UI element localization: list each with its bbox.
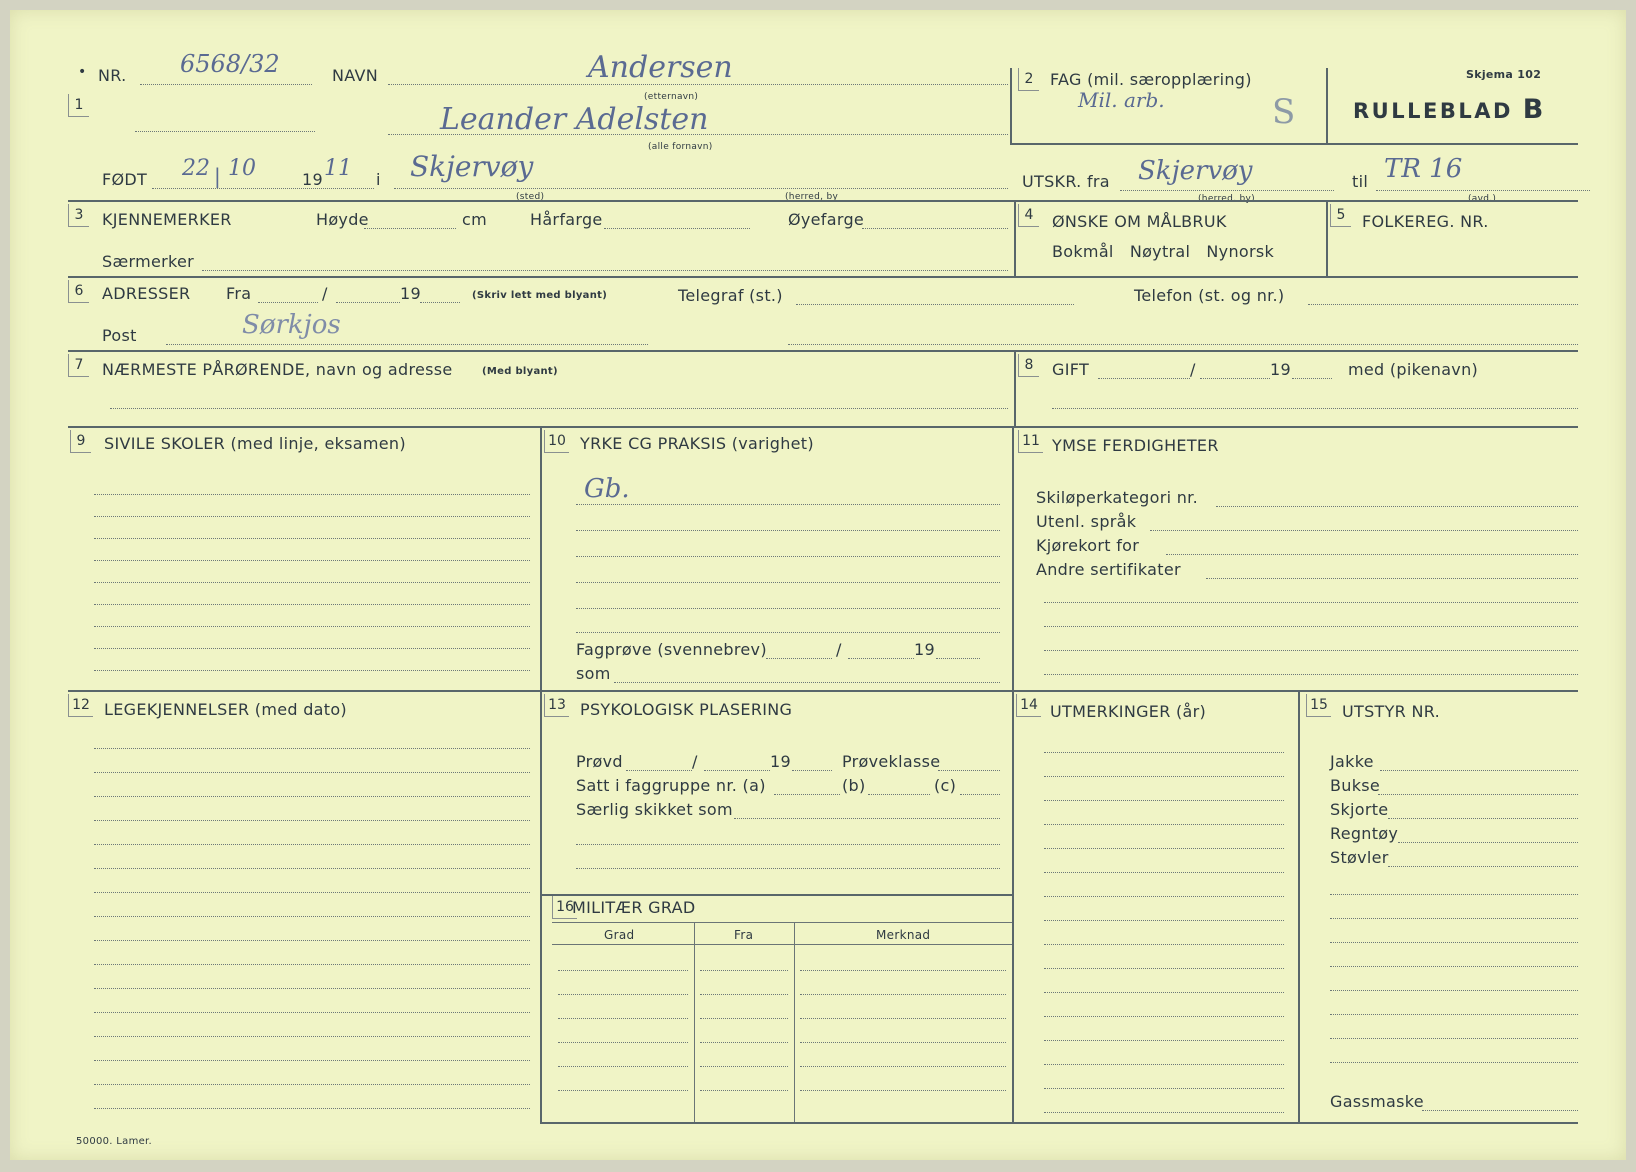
nr-label: NR.	[98, 66, 127, 85]
s12-line-1	[94, 748, 530, 749]
fagprove-line-1	[766, 658, 832, 659]
section-4-number: 4	[1018, 204, 1039, 227]
harfarge-line	[604, 228, 750, 229]
s12-line-6	[94, 868, 530, 869]
fodt-label: FØDT	[102, 170, 148, 189]
saermerker-label: Særmerker	[102, 252, 194, 271]
s10-line-1	[576, 504, 1000, 505]
s16-r4c1	[558, 1042, 688, 1043]
post-line-right	[788, 344, 1578, 345]
rule-416	[68, 426, 1578, 428]
adresser-note: (Skriv lett med blyant)	[472, 290, 608, 301]
utstyr-dot-1	[1378, 794, 1578, 795]
rule-266	[68, 276, 1578, 278]
utskr-label: UTSKR. fra	[1022, 172, 1110, 191]
ymse-label: YMSE FERDIGHETER	[1052, 436, 1219, 455]
s12-line-10	[94, 964, 530, 965]
rule-680	[68, 690, 1578, 692]
utmerkinger-label: UTMERKINGER (år)	[1050, 702, 1207, 721]
s16-top-rule	[552, 922, 1012, 923]
navn-label: NAVN	[332, 66, 379, 85]
section-5-number: 5	[1330, 204, 1351, 227]
section-9-number: 9	[70, 430, 91, 453]
post-value: Sørkjos	[242, 310, 341, 340]
ymse-dot-1	[1150, 530, 1578, 531]
ymse-dot-4	[1044, 602, 1578, 603]
saerlig-line	[734, 818, 1000, 819]
malbruk-label: ØNSKE OM MÅLBRUK	[1052, 212, 1227, 231]
s10-line-5	[576, 608, 1000, 609]
satt-line-c	[960, 794, 1000, 795]
s14-line-9	[1044, 944, 1284, 945]
s16-col-divider-2	[794, 922, 795, 1122]
vdiv-left-col	[540, 426, 542, 1122]
gift-line-3	[1292, 378, 1332, 379]
nr-value: 6568/32	[180, 50, 280, 78]
s16-r5c1	[558, 1066, 688, 1067]
proveklasse-line	[938, 770, 1000, 771]
s16-r6c1	[558, 1090, 688, 1091]
satt-c: (c)	[934, 776, 957, 795]
nr-line	[140, 84, 312, 85]
form-title-text: RULLEBLAD	[1353, 99, 1513, 123]
s16-r5c2	[700, 1066, 788, 1067]
s16-r1c2	[700, 970, 788, 971]
fag-bottom-line	[1010, 143, 1326, 145]
s10-line-6	[576, 632, 1000, 633]
s14-line-14	[1044, 1064, 1284, 1065]
s14-line-8	[1044, 920, 1284, 921]
col-fra: Fra	[734, 928, 754, 942]
s16-r4c2	[700, 1042, 788, 1043]
section-7-number: 7	[68, 354, 89, 377]
divider-fag-right	[1326, 68, 1328, 144]
s14-line-3	[1044, 800, 1284, 801]
s16-r3c2	[700, 1018, 788, 1019]
oyefarge-line	[862, 228, 1008, 229]
utstyr-item-2: Skjorte	[1330, 800, 1389, 819]
psykologisk-label: PSYKOLOGISK PLASERING	[580, 700, 793, 719]
utstyr-line-6	[1330, 918, 1578, 919]
utstyr-line-9	[1330, 990, 1578, 991]
vdiv-mid-col	[1012, 426, 1014, 1122]
ymse-line-1: Utenl. språk	[1036, 512, 1137, 531]
telegraf-label: Telegraf (st.)	[678, 286, 783, 305]
til-line	[1376, 190, 1590, 191]
s16-r2c3	[800, 994, 1006, 995]
s12-line-12	[94, 1012, 530, 1013]
s12-line-3	[94, 796, 530, 797]
vdiv-14-15	[1298, 690, 1300, 1122]
adresser-fra-line	[258, 302, 318, 303]
gift-line-4	[1052, 408, 1578, 409]
section-11-number: 11	[1018, 430, 1043, 453]
ymse-dot-7	[1044, 674, 1578, 675]
s16-col-divider-1	[694, 922, 695, 1122]
ymse-dot-0	[1216, 506, 1578, 507]
s14-line-5	[1044, 848, 1284, 849]
yrke-label: YRKE CG PRAKSIS (varighet)	[580, 434, 814, 453]
form-title	[1353, 94, 1546, 125]
utstyr-dot-0	[1380, 770, 1578, 771]
s16-r2c2	[700, 994, 788, 995]
s14-line-15	[1044, 1088, 1284, 1089]
etternavn-value: Andersen	[588, 50, 733, 85]
gassmaske-line	[1422, 1110, 1578, 1111]
provd-line-2	[704, 770, 770, 771]
s16-r1c1	[558, 970, 688, 971]
fodt-day: 22	[182, 156, 210, 181]
satt-label: Satt i faggruppe nr. (a)	[576, 776, 766, 795]
rule-340	[68, 350, 1578, 352]
col-merknad: Merknad	[876, 928, 931, 942]
s14-line-11	[1044, 992, 1284, 993]
fag-value: Mil. arb.	[1078, 88, 1165, 112]
s9-line-7	[94, 626, 530, 627]
adresser-label: ADRESSER	[102, 284, 191, 303]
utstyr-line-10	[1330, 1014, 1578, 1015]
utstyr-dot-2	[1388, 818, 1578, 819]
s16-r5c3	[800, 1066, 1006, 1067]
section-12-number: 12	[68, 694, 93, 717]
sivile-skoler-label: SIVILE SKOLER (med linje, eksamen)	[104, 434, 406, 453]
ymse-dot-6	[1044, 650, 1578, 651]
s12-line-14	[94, 1060, 530, 1061]
gift-label: GIFT	[1052, 360, 1090, 379]
divider-fag-left	[1010, 68, 1012, 144]
utstyr-dot-4	[1388, 866, 1578, 867]
rule-190	[68, 200, 1578, 202]
s13-line-1	[576, 844, 1000, 845]
fornavn-value: Leander Adelsten	[440, 102, 709, 137]
fornavn-hint: (alle fornavn)	[648, 142, 713, 152]
fagprove-19: 19	[914, 640, 935, 659]
s16-r4c3	[800, 1042, 1006, 1043]
proveklasse-label: Prøveklasse	[842, 752, 941, 771]
s14-line-7	[1044, 896, 1284, 897]
section-10-number: 10	[544, 430, 569, 453]
parorende-note: (Med blyant)	[482, 366, 558, 377]
telefon-line	[1308, 304, 1578, 305]
vdiv-3-4	[1014, 200, 1016, 276]
section-16-number: 16	[552, 896, 577, 919]
s9-line-8	[94, 648, 530, 649]
cm-label: cm	[462, 210, 487, 229]
satt-b: (b)	[842, 776, 866, 795]
provd-slash: /	[692, 752, 698, 771]
fodt-place-line	[394, 188, 1008, 189]
fodt-19: 19	[302, 170, 323, 189]
hoyde-label: Høyde	[316, 210, 369, 229]
s9-line-3	[94, 538, 530, 539]
utstyr-item-4: Støvler	[1330, 848, 1389, 867]
fodt-i: i	[376, 170, 381, 189]
ymse-line-2: Kjørekort for	[1036, 536, 1140, 555]
sted-hint: (sted)	[516, 192, 545, 202]
rule-bottom	[540, 1122, 1578, 1124]
s14-line-12	[1044, 1016, 1284, 1017]
ymse-line-0: Skiløperkategori nr.	[1036, 488, 1198, 507]
utstyr-dot-3	[1398, 842, 1578, 843]
utstyr-line-8	[1330, 966, 1578, 967]
utstyr-item-0: Jakke	[1330, 752, 1374, 771]
avd-hint: (avd.)	[1468, 194, 1497, 204]
s12-line-2	[94, 772, 530, 773]
utstyr-line-5	[1330, 894, 1578, 895]
s16-r1c3	[800, 970, 1006, 971]
provd-19: 19	[770, 752, 791, 771]
s14-line-4	[1044, 824, 1284, 825]
malbruk-options: Bokmål Nøytral Nynorsk	[1052, 242, 1275, 261]
s12-line-8	[94, 916, 530, 917]
fag-label: FAG (mil. særopplæring)	[1050, 70, 1252, 89]
s10-line-3	[576, 556, 1000, 557]
satt-line-a	[774, 794, 840, 795]
kjennemerker-label: KJENNEMERKER	[102, 210, 232, 229]
yrke-value: Gb.	[584, 474, 630, 504]
section-14-number: 14	[1016, 694, 1041, 717]
provd-line-1	[626, 770, 692, 771]
bullet-mark: •	[78, 64, 87, 80]
s14-line-13	[1044, 1040, 1284, 1041]
adresser-fra: Fra	[226, 284, 252, 303]
skjema-label: Skjema 102	[1466, 68, 1542, 81]
saermerker-line	[202, 270, 1008, 271]
section-2-number: 2	[1018, 68, 1039, 91]
s9-line-9	[94, 670, 530, 671]
post-label: Post	[102, 326, 137, 345]
s16-r6c3	[800, 1090, 1006, 1091]
fagprove-label: Fagprøve (svennebrev)	[576, 640, 767, 659]
vdiv-4-5	[1326, 200, 1328, 276]
s14-line-16	[1044, 1112, 1284, 1113]
s9-line-5	[94, 582, 530, 583]
gassmaske-label: Gassmaske	[1330, 1092, 1424, 1111]
line-1a	[135, 131, 315, 132]
oyefarge-label: Øyefarge	[788, 210, 865, 229]
fodt-year: 11	[324, 156, 352, 181]
section-1-number: 1	[68, 94, 89, 117]
title-bottom-line	[1326, 143, 1578, 145]
fagprove-line-3	[936, 658, 980, 659]
rulleblad-card	[10, 10, 1626, 1160]
herred-hint: (herred, by	[785, 192, 839, 202]
s13-bottom-rule	[540, 894, 1012, 896]
gift-19: 19	[1270, 360, 1291, 379]
til-value: TR 16	[1384, 154, 1463, 184]
hoyde-line	[364, 228, 456, 229]
s12-line-9	[94, 940, 530, 941]
adresser-year-line	[420, 302, 460, 303]
s10-line-4	[576, 582, 1000, 583]
ymse-dot-2	[1166, 554, 1578, 555]
print-note: 50000. Lamer.	[76, 1136, 153, 1147]
fodt-place: Skjervøy	[410, 150, 534, 183]
adresser-mid-line	[336, 302, 400, 303]
s12-line-13	[94, 1036, 530, 1037]
utskr-line	[1120, 190, 1334, 191]
gift-line-1	[1098, 378, 1190, 379]
s12-line-16	[94, 1108, 530, 1109]
s14-line-2	[1044, 776, 1284, 777]
fodt-month: 10	[228, 156, 256, 181]
section-15-number: 15	[1306, 694, 1331, 717]
s10-line-2	[576, 530, 1000, 531]
s9-line-6	[94, 604, 530, 605]
telefon-label: Telefon (st. og nr.)	[1134, 286, 1285, 305]
harfarge-label: Hårfarge	[530, 210, 603, 229]
gift-med: med (pikenavn)	[1348, 360, 1479, 379]
s12-line-15	[94, 1084, 530, 1085]
s12-line-5	[94, 844, 530, 845]
vdiv-7-8	[1014, 350, 1016, 426]
legekjennelser-label: LEGEKJENNELSER (med dato)	[104, 700, 347, 719]
utstyr-item-1: Bukse	[1330, 776, 1381, 795]
adresser-19: 19	[400, 284, 421, 303]
parorende-label: NÆRMESTE PÅRØRENDE, navn og adresse	[102, 360, 453, 379]
fodt-line	[152, 188, 374, 189]
section-3-number: 3	[68, 204, 89, 227]
s9-line-4	[94, 560, 530, 561]
post-line	[166, 344, 648, 345]
s16-header-rule	[552, 944, 1012, 945]
section-8-number: 8	[1018, 354, 1039, 377]
til-label: til	[1352, 172, 1369, 191]
satt-line-b	[868, 794, 930, 795]
s12-line-7	[94, 892, 530, 893]
utskr-hint: (herred, by)	[1198, 194, 1255, 204]
s13-line-2	[576, 868, 1000, 869]
fagprove-som-line	[614, 682, 1000, 683]
s9-line-1	[94, 494, 530, 495]
utstyr-line-7	[1330, 942, 1578, 943]
folkereg-label: FOLKEREG. NR.	[1362, 212, 1489, 231]
section-13-number: 13	[544, 694, 569, 717]
ymse-dot-5	[1044, 626, 1578, 627]
s14-line-1	[1044, 752, 1284, 753]
gift-slash: /	[1190, 360, 1196, 379]
fodt-sep: |	[214, 164, 222, 188]
s16-r6c2	[700, 1090, 788, 1091]
fagprove-line-2	[848, 658, 914, 659]
utstyr-line-12	[1330, 1062, 1578, 1063]
parorende-line	[110, 408, 1008, 409]
s9-line-2	[94, 516, 530, 517]
militar-grad-label: MILITÆR GRAD	[572, 898, 696, 917]
provd-line-3	[792, 770, 832, 771]
gift-line-2	[1200, 378, 1270, 379]
section-6-number: 6	[68, 280, 89, 303]
fagprove-slash: /	[836, 640, 842, 659]
utstyr-line-11	[1330, 1038, 1578, 1039]
adresser-slash: /	[322, 284, 328, 303]
s16-r2c1	[558, 994, 688, 995]
etternavn-hint: (etternavn)	[644, 92, 699, 102]
provd-label: Prøvd	[576, 752, 623, 771]
fagprove-som: som	[576, 664, 611, 683]
ymse-line-3: Andre sertifikater	[1036, 560, 1181, 579]
ymse-dot-3	[1206, 578, 1578, 579]
s12-line-11	[94, 988, 530, 989]
telegraf-line	[796, 304, 1074, 305]
s16-r3c1	[558, 1018, 688, 1019]
s16-r3c3	[800, 1018, 1006, 1019]
utstyr-label: UTSTYR NR.	[1342, 702, 1440, 721]
utstyr-item-3: Regntøy	[1330, 824, 1399, 843]
utskr-value: Skjervøy	[1138, 156, 1253, 186]
s14-line-10	[1044, 968, 1284, 969]
form-title-letter: B	[1522, 94, 1546, 125]
s12-line-4	[94, 820, 530, 821]
s14-line-6	[1044, 872, 1284, 873]
fag-mark: S	[1272, 92, 1296, 132]
saerlig-label: Særlig skikket som	[576, 800, 733, 819]
col-grad: Grad	[604, 928, 635, 942]
